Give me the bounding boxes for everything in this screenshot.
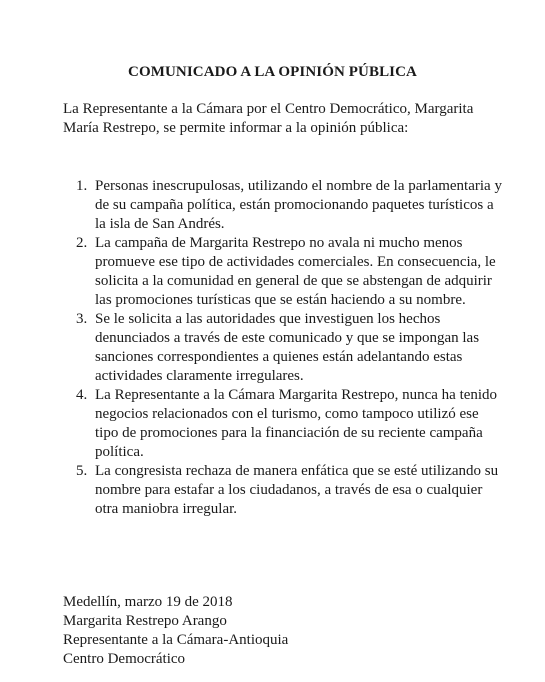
- list-item-number: 3.: [76, 311, 88, 327]
- signer-name: Margarita Restrepo Arango: [63, 613, 227, 629]
- signature-block: [63, 593, 503, 669]
- list-item-number: 1.: [76, 178, 88, 194]
- list-item-text: La congresista rechaza de manera enfática que se esté utilizando su nombre para estafar a los ciudadanos, a través de esa o cualquier otra maniobra irregular.: [95, 463, 499, 517]
- intro-paragraph: La Representante a la Cámara por el Centro Democrático, Margarita María Restrepo, se permite informar a la opinión pública:: [63, 101, 474, 136]
- list-item: [63, 177, 503, 234]
- list-item: [63, 310, 503, 386]
- signer-party: Centro Democrático: [63, 651, 186, 667]
- list-item-number: 2.: [76, 235, 88, 251]
- list-item-number: 4.: [76, 387, 88, 403]
- list-item: [63, 462, 503, 519]
- document-title: COMUNICADO A LA OPINIÓN PÚBLICA: [128, 64, 417, 80]
- list-item-number: 5.: [76, 463, 88, 479]
- list-item-text: La Representante a la Cámara Margarita Restrepo, nunca ha tenido negocios relacionados con el turismo, como tampoco utilizó ese tipo de promociones para la financiación de su reciente campaña política.: [95, 387, 498, 460]
- place-date: Medellín, marzo 19 de 2018: [63, 594, 233, 610]
- signer-role: Representante a la Cámara-Antioquia: [63, 632, 289, 648]
- list-item: [63, 234, 503, 310]
- list-item-text: Personas inescrupulosas, utilizando el nombre de la parlamentaria y de su campaña política, están promocionando paquetes turísticos a la isla de San Andrés.: [95, 178, 502, 232]
- list-item-text: La campaña de Margarita Restrepo no avala ni mucho menos promueve ese tipo de actividades comerciales. En consecuencia, le solicita a la comunidad en general de que se abstengan de adquirir las promociones turísticas que se están haciendo a su nombre.: [95, 235, 496, 308]
- list-item: [63, 386, 503, 462]
- statement-list: [63, 177, 503, 519]
- list-item-text: Se le solicita a las autoridades que investiguen los hechos denunciados a través de este comunicado y que se impongan las sanciones correspondientes a quienes están adelantando estas actividades claramente irregulares.: [95, 311, 480, 384]
